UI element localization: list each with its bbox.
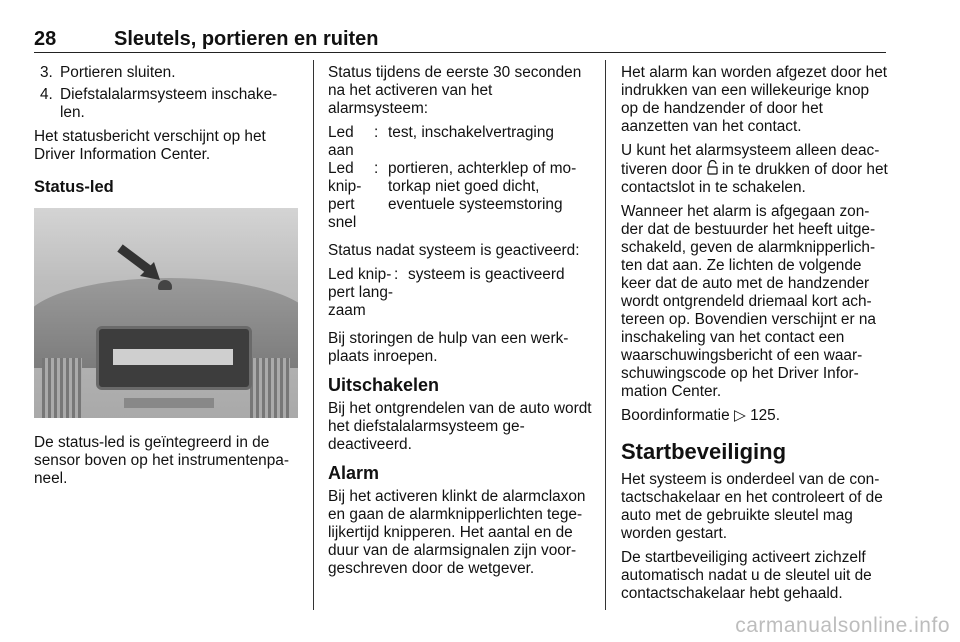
instrument-display [96,326,252,390]
paragraph: U kunt het alarmsysteem alleen deac-tiveren door in te drukken of door het contactslot in te schakelen. [621,142,888,196]
definition-term: Led knip-pert lang-zaam [328,266,394,319]
status-definition-list: Led knip-pert lang-zaam : systeem is geactiveerd [328,266,594,320]
column-3 [621,64,889,609]
ref-arrow-icon: ▷ [733,407,746,424]
definition-term: Led aan [328,124,354,159]
section-heading: Status-led [34,178,114,196]
column-divider [605,60,606,610]
definition-term: Led knip-pert snel [328,160,362,231]
paragraph: Bij het activeren klinkt de alarmclaxon en gaan de alarmknipperlichten tege-lijkertijd knipperen. Het aantal en de duur van de alarmsignalen zijn voor-geschreven door de wetgever. [328,488,586,577]
watermark: carmanualsonline.info [735,614,950,637]
list-item: 3. Portieren sluiten. [40,64,176,81]
paragraph: Bij het ontgrendelen van de auto wordt het diefstalalarmsysteem ge-deactiveerd. [328,400,592,453]
section-heading: Alarm [328,463,380,483]
list-item: 4. Diefstalalarmsysteem inschake-len. [40,86,278,121]
paragraph: Het alarm kan worden afgezet door het indrukken van een willekeurige knop op de handzender of door het aanzetten van het contact. [621,64,888,135]
header-divider [34,52,886,53]
status-definition-list: Led aan : test, inschakelvertraging Led knip-pert snel : portieren, achterklep of mo-torkap niet goed dicht, eventuele systeemstoring [328,124,594,232]
column-divider [313,60,314,610]
section-heading: Uitschakelen [328,375,440,395]
paragraph: Bij storingen de hulp van een werk-plaats inroepen. [328,330,569,365]
paragraph: Het systeem is onderdeel van de con-tactschakelaar en het controleert of de auto met de gebruikte sleutel mag worden gestart. [621,471,883,542]
page-number: 28 [34,28,57,50]
cross-reference: Boordinformatie ▷ 125. [621,407,781,424]
paragraph: Het statusbericht verschijnt op het Driver Information Center. [34,128,266,163]
section-heading: Startbeveiliging [621,439,787,464]
definition-desc: systeem is geactiveerd [408,266,565,283]
column-1 [34,64,302,494]
dashboard-figure [34,208,298,418]
arrow-icon [116,244,166,284]
step-list [34,64,302,122]
unlock-icon [707,160,718,179]
figure-caption: De status-led is geïntegreerd in de sensor boven op het instrumentenpa-neel. [34,434,289,487]
paragraph: De startbeveiliging activeert zichzelf automatisch nadat u de sleutel uit de contactschakelaar hebt gehaald. [621,549,872,602]
page-title: Sleutels, portieren en ruiten [114,28,379,50]
definition-desc: portieren, achterklep of mo-torkap niet goed dicht, eventuele systeemstoring [388,160,577,213]
paragraph: Status tijdens de eerste 30 seconden na het activeren van het alarmsysteem: [328,64,582,117]
air-vent [42,358,82,418]
paragraph: Status nadat systeem is geactiveerd: [328,242,580,259]
paragraph: Wanneer het alarm is afgegaan zon-der dat de bestuurder het heeft uitge-schakeld, geven de alarmknipperlich-ten dat aan. Ze lichten de volgende keer dat de auto met de handzender wordt ontgrendeld driemaal kort ach-tereen op. Bovendien verschijnt er na inschakeling van het contact een waarschuwingsbericht of een waar-schuwingscode op het Driver Infor-mation Center. [621,203,876,400]
column-2 [328,64,594,584]
air-vent [250,358,290,418]
definition-desc: test, inschakelvertraging [388,124,554,141]
